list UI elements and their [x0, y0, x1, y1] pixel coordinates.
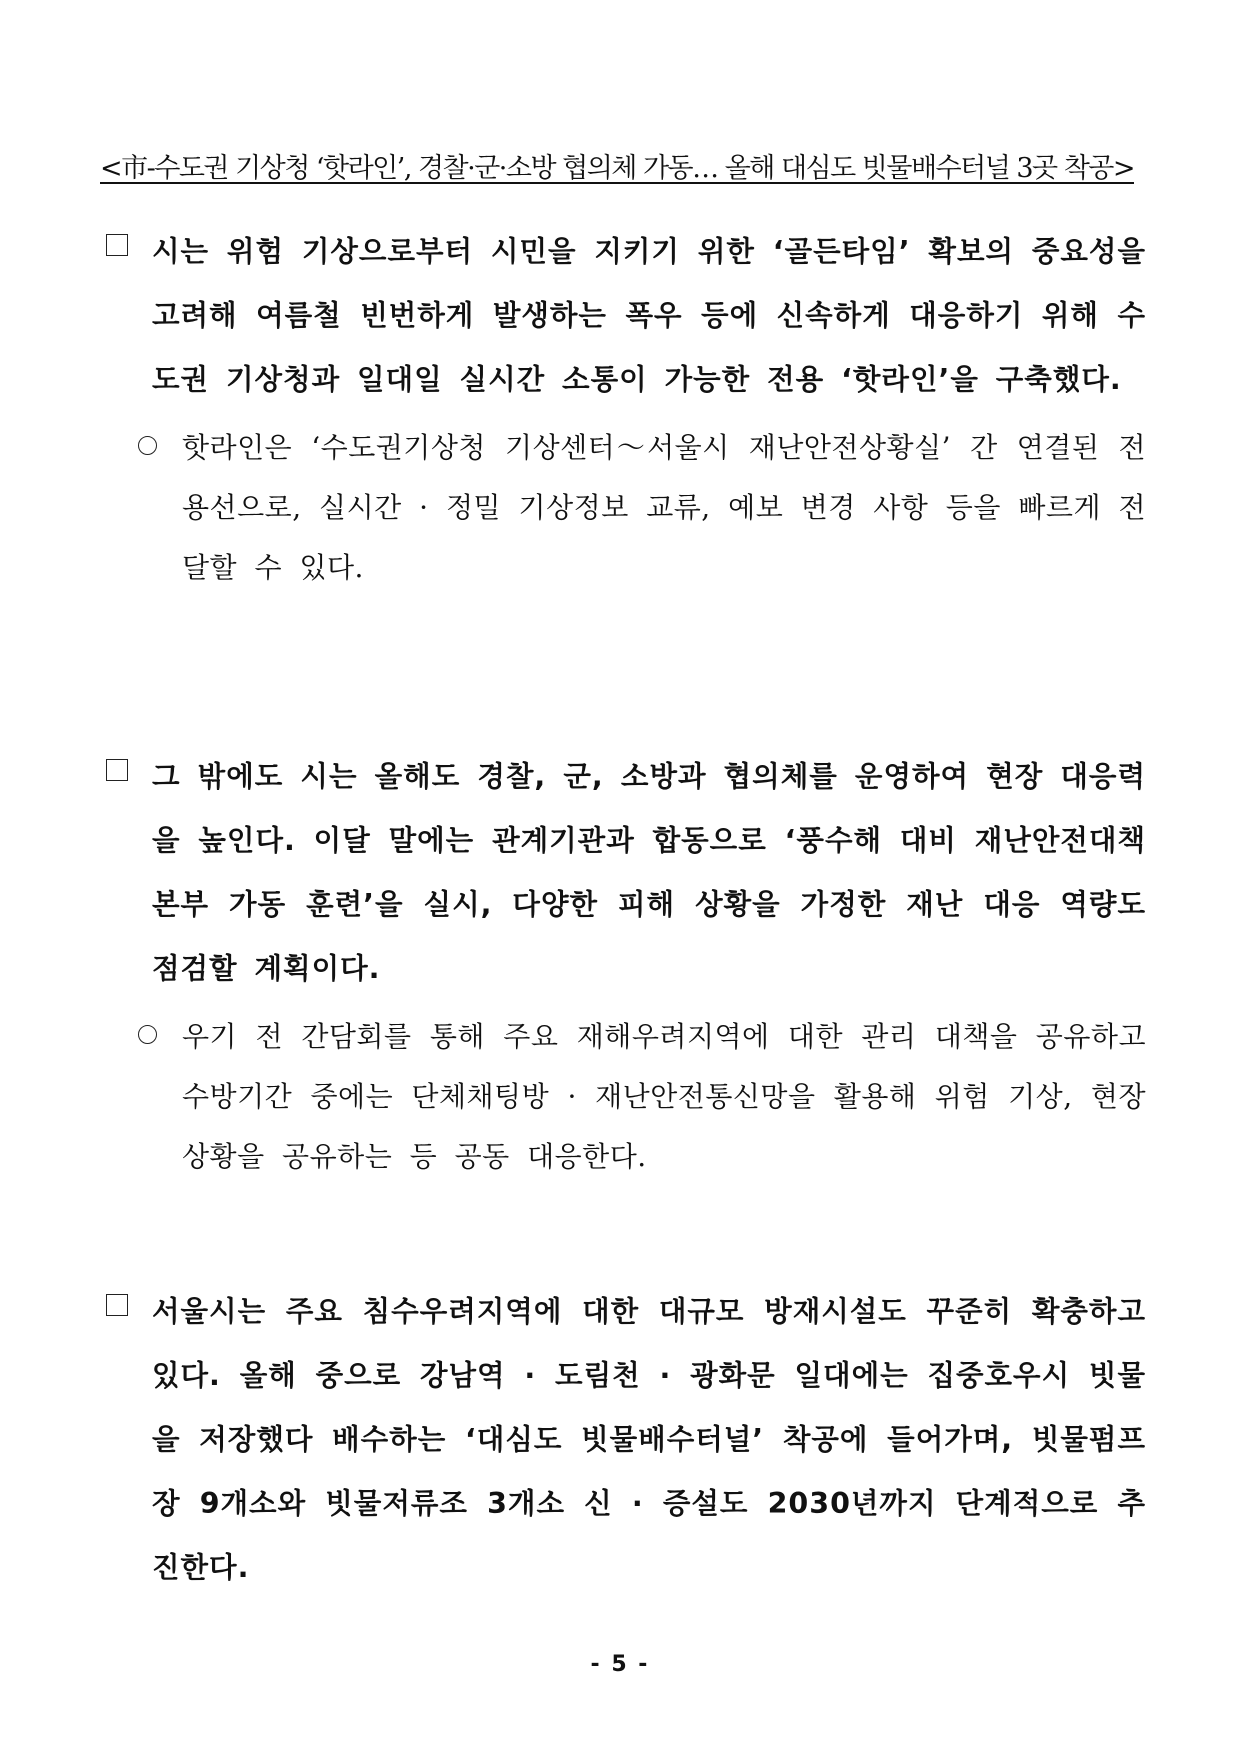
- circle-bullet-item: [100, 1007, 1146, 1187]
- circle-bullet-icon: [138, 1025, 157, 1044]
- main-paragraph: 서울시는 주요 침수우려지역에 대한 대규모 방재시설도 꾸준히 확충하고 있다. 올해 중으로 강남역 · 도림천 · 광화문 일대에는 집중호우시 빗물을 저장했다 배수하는 ‘대심도 빗물배수터널’ 착공에 들어가며, 빗물펌프장 9개소와 빗물저류조 3개소 신 · 증설도 2030년까지 단계적으로 추진한다.: [152, 1295, 1146, 1584]
- main-paragraph: 시는 위험 기상으로부터 시민을 지키기 위한 ‘골든타임’ 확보의 중요성을 고려해 여름철 빈번하게 발생하는 폭우 등에 신속하게 대응하기 위해 수도권 기상청과 일대일 실시간 소통이 가능한 전용 ‘핫라인’을 구축했다.: [152, 235, 1146, 396]
- page-number: - 5 -: [590, 1652, 650, 1677]
- paragraph-section-3: [100, 1280, 1146, 1600]
- square-bullet-icon: [106, 759, 128, 781]
- paragraph-section-2: [100, 745, 1146, 1187]
- section-heading: <市-수도권 기상청 ‘핫라인’, 경찰·군·소방 협의체 가동… 올해 대심도 빗물배수터널 3곳 착공>: [100, 153, 1134, 184]
- box-bullet-item: [100, 1280, 1146, 1600]
- box-bullet-item: [100, 220, 1146, 412]
- paragraph-section-1: [100, 220, 1146, 598]
- square-bullet-icon: [106, 1294, 128, 1316]
- box-bullet-item: [100, 745, 1146, 1001]
- circle-bullet-item: [100, 418, 1146, 598]
- circle-bullet-icon: [138, 436, 157, 455]
- sub-paragraph: 우기 전 간담회를 통해 주요 재해우려지역에 대한 관리 대책을 공유하고 수방기간 중에는 단체채팅방 · 재난안전통신망을 활용해 위험 기상, 현장상황을 공유하는 등 공동 대응한다.: [182, 1020, 1146, 1173]
- sub-paragraph: 핫라인은 ‘수도권기상청 기상센터～서울시 재난안전상황실’ 간 연결된 전용선으로, 실시간 · 정밀 기상정보 교류, 예보 변경 사항 등을 빠르게 전달할 수 있다.: [182, 431, 1146, 584]
- square-bullet-icon: [106, 234, 128, 256]
- main-paragraph: 그 밖에도 시는 올해도 경찰, 군, 소방과 협의체를 운영하여 현장 대응력을 높인다. 이달 말에는 관계기관과 합동으로 ‘풍수해 대비 재난안전대책본부 가동 훈련’을 실시, 다양한 피해 상황을 가정한 재난 대응 역량도 점검할 계획이다.: [152, 760, 1146, 985]
